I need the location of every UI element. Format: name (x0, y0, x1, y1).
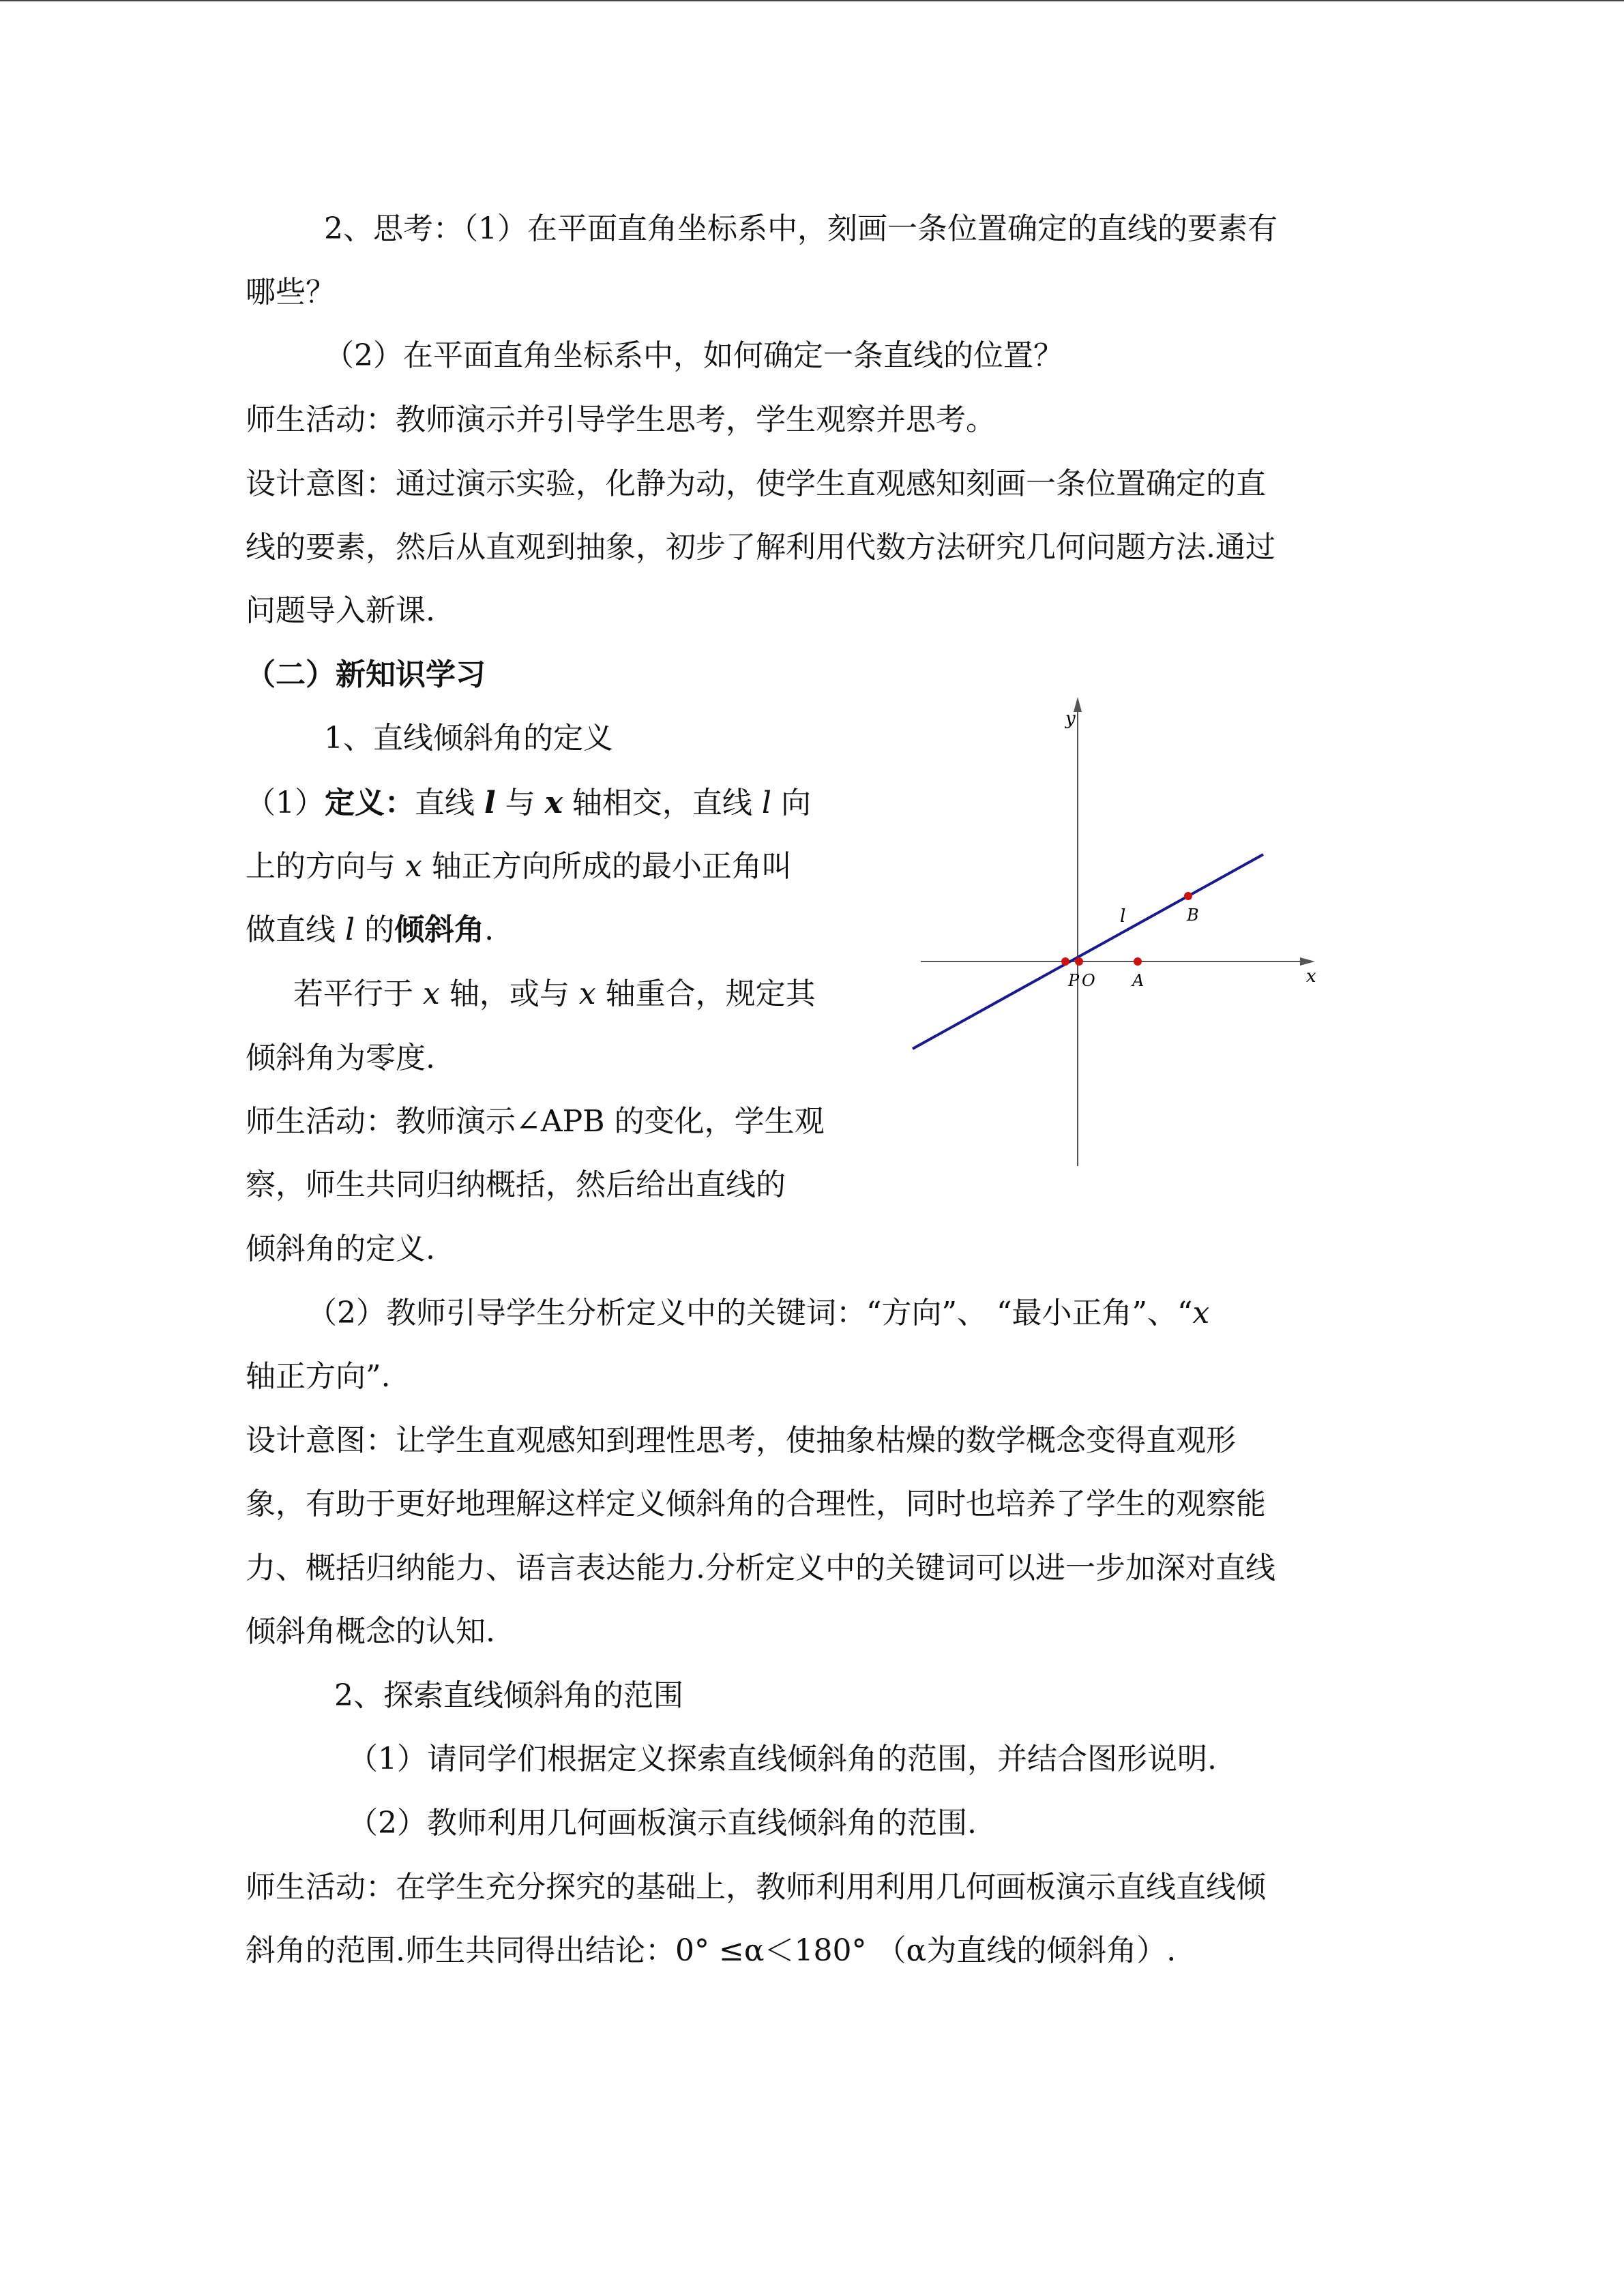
parallel-rule-cont: 倾斜角为零度. (246, 1041, 435, 1075)
subheading-definition: 1、直线倾斜角的定义 (324, 721, 613, 756)
think-activity: 师生活动：教师演示并引导学生思考，学生观察并思考。 (246, 402, 996, 437)
intent2-line-3: 力、概括归纳能力、语言表达能力.分析定义中的关键词可以进一步加深对直线 (246, 1551, 1275, 1585)
section-heading: （二）新知识学习 (246, 657, 486, 692)
point-b (1184, 892, 1192, 900)
range-item-2: （2）教师利用几何画板演示直线倾斜角的范围. (348, 1806, 977, 1840)
x-axis-label: x (1306, 966, 1316, 987)
point-o (1075, 957, 1083, 966)
activity-line-1: 师生活动：教师演示∠APB 的变化，学生观 (246, 1104, 825, 1139)
x-axis-arrow-icon (1300, 957, 1315, 966)
intent2-line-1: 设计意图：让学生直观感知到理性思考，使抽象枯燥的数学概念变得直观形 (246, 1423, 1236, 1458)
point-o-label: O (1082, 971, 1095, 990)
page-top-border (0, 0, 1624, 1)
think-intent-2: 线的要素，然后从直观到抽象，初步了解利用代数方法研究几何问题方法.通过 (246, 530, 1275, 565)
point-a-label: A (1132, 971, 1145, 990)
inclination-angle-figure (887, 689, 1364, 1180)
activity-line-3: 倾斜角的定义. (246, 1232, 435, 1266)
think-intent-3: 问题导入新课. (246, 593, 435, 628)
point-a (1134, 957, 1142, 966)
activity2-line-2: 斜角的范围.师生共同得出结论：0° ≤α＜180° （α为直线的倾斜角）. (246, 1933, 1177, 1968)
line-l-label: l (1120, 906, 1126, 927)
parallel-rule: 若平行于 x 轴，或与 x 轴重合，规定其 (293, 976, 816, 1011)
keywords-line-1: （2）教师引导学生分析定义中的关键词：“方向”、 “最小正角”、“x (307, 1296, 1210, 1330)
definition-line-2: 上的方向与 x 轴正方向所成的最小正角叫 (246, 849, 792, 884)
definition-line-1: （1）定义：直线 l 与 x 轴相交，直线 l 向 (246, 786, 811, 820)
think-intent-1: 设计意图：通过演示实验，化静为动，使学生直观感知刻画一条位置确定的直 (246, 466, 1266, 501)
activity-line-2: 察，师生共同归纳概括，然后给出直线的 (246, 1167, 786, 1202)
point-p-label: P (1068, 971, 1080, 990)
think-question-2: （2）在平面直角坐标系中，如何确定一条直线的位置？ (324, 338, 1063, 373)
point-p (1061, 957, 1069, 966)
intent2-line-4: 倾斜角概念的认知. (246, 1614, 495, 1649)
y-axis-label: y (1065, 709, 1076, 729)
activity2-line-1: 师生活动：在学生充分探究的基础上，教师利用利用几何画板演示直线直线倾 (246, 1870, 1266, 1905)
line-l (913, 854, 1263, 1049)
range-item-1: （1）请同学们根据定义探索直线倾斜角的范围，并结合图形说明. (348, 1742, 1217, 1776)
definition-line-3: 做直线 l 的倾斜角. (246, 912, 494, 947)
point-b-label: B (1187, 906, 1199, 925)
think-question-1-cont: 哪些？ (246, 275, 336, 310)
keywords-line-2: 轴正方向”. (246, 1359, 391, 1394)
intent2-line-2: 象，有助于更好地理解这样定义倾斜角的合理性，同时也培养了学生的观察能 (246, 1487, 1266, 1521)
subheading-range: 2、探索直线倾斜角的范围 (334, 1678, 683, 1713)
think-question-1: 2、思考：（1）在平面直角坐标系中，刻画一条位置确定的直线的要素有 (324, 211, 1278, 246)
